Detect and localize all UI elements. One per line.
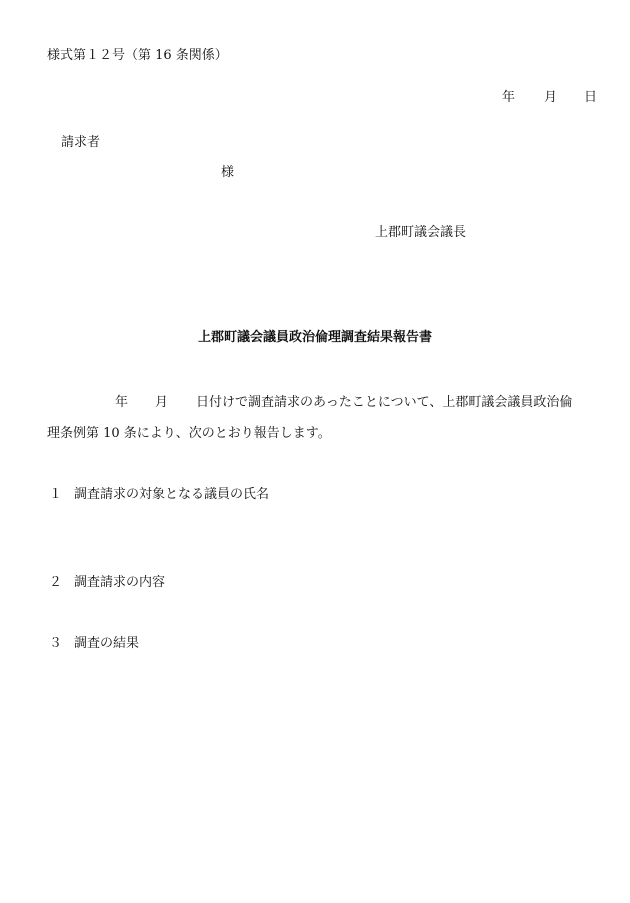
date-day-label: 日: [584, 90, 598, 105]
item-2-label: 調査請求の内容: [74, 575, 166, 590]
body-month-label: 月: [155, 395, 169, 410]
document-title: 上郡町議会議員政治倫理調査結果報告書: [197, 330, 432, 345]
date-year-label: 年: [502, 90, 516, 105]
requester-honorific: 様: [221, 165, 235, 180]
form-number: 様式第１２号（第 16 条関係）: [47, 48, 228, 63]
body-year-label: 年: [115, 395, 129, 410]
issuer-name: 上郡町議会議長: [375, 225, 467, 240]
requester-label: 請求者: [61, 135, 101, 150]
item-2: [49, 575, 165, 591]
item-1-label: 調査請求の対象となる議員の氏名: [74, 487, 270, 502]
item-3-number: ３: [49, 636, 63, 651]
body-line-1-text: 日付けで調査請求のあったことについて、上郡町議会議員政治倫: [196, 395, 573, 410]
item-3: [49, 636, 139, 652]
date-month-label: 月: [544, 90, 558, 105]
item-2-number: ２: [49, 575, 63, 590]
item-1: [49, 487, 269, 503]
item-3-label: 調査の結果: [74, 636, 140, 651]
body-line-1: [0, 395, 630, 411]
item-1-number: １: [49, 487, 63, 502]
body-line-2: 理条例第 10 条により、次のとおり報告します。: [47, 426, 331, 441]
date-line: [0, 90, 630, 106]
